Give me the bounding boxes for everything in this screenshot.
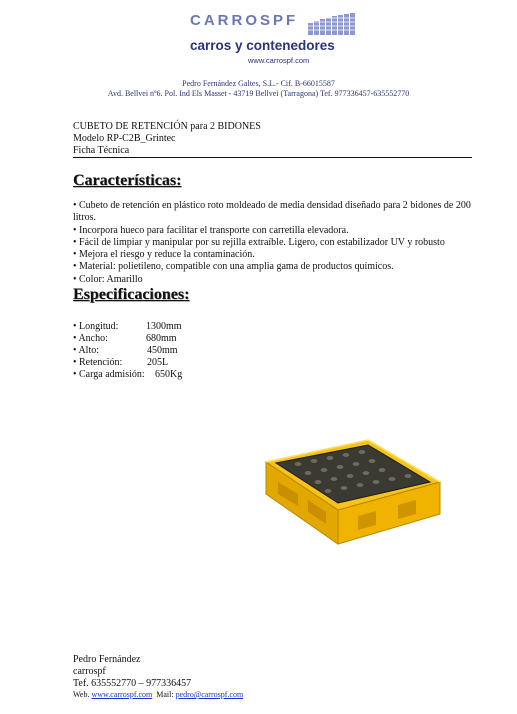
product-image	[258, 432, 448, 550]
feature-item: • Color: Amarillo	[73, 273, 143, 285]
specs-list	[73, 321, 273, 383]
feature-item: • Cubeto de retención en plástico roto moldeado de media densidad diseñado para 2 bidones de 200 litros.	[73, 200, 471, 224]
logo-brand-name: CARROSPF	[190, 12, 299, 29]
spec-label: • Longitud:	[73, 321, 119, 332]
spec-value: 205L	[147, 357, 169, 368]
footer-web-link[interactable]: www.carrospf.com	[91, 690, 153, 699]
spec-value: 680mm	[146, 333, 177, 344]
footer-phones: Tef. 635552770 – 977336457	[73, 678, 192, 689]
footer-mail-label: Mail:	[156, 690, 174, 699]
feature-item: • Mejora el riesgo y reduce la contaminación.	[73, 249, 255, 261]
spec-label: • Carga admisión:	[73, 369, 145, 380]
features-heading: Características:	[73, 172, 182, 189]
features-list	[73, 200, 473, 286]
header-divider	[73, 157, 472, 158]
spec-value: 1300mm	[146, 321, 182, 332]
feature-item: • Material: polietileno, compatible con una amplia gama de productos químicos.	[73, 261, 394, 273]
specs-heading: Especificaciones:	[73, 286, 190, 303]
footer-mail-link[interactable]: pedro@carrospf.com	[175, 690, 244, 699]
company-legal-line: Pedro Fernández Galtes, S.L.- Cif. B-66015587	[182, 79, 335, 88]
feature-item: • Incorpora hueco para facilitar el transporte con carretilla elevadora.	[73, 224, 349, 236]
company-address-line: Avd. Bellvei nº6. Pol. Ind Els Masset - 43719 Bellvei (Tarragona) Tef. 977336457-635552770	[107, 89, 410, 98]
footer-web-label: Web.	[73, 690, 90, 699]
company-logo	[190, 12, 360, 72]
footer-company: carrospf	[73, 666, 106, 677]
product-title: CUBETO DE RETENCIÓN para 2 BIDONES	[73, 121, 261, 132]
spec-value: 450mm	[147, 345, 178, 356]
spec-label: • Ancho:	[73, 333, 108, 344]
spec-label: • Alto:	[73, 345, 100, 356]
spec-value: 650Kg	[155, 369, 183, 380]
logo-grid-icon	[308, 13, 356, 35]
spec-label: • Retención:	[73, 357, 123, 368]
footer-contact-line	[73, 690, 243, 699]
footer-name: Pedro Fernández	[73, 654, 141, 665]
product-model: Modelo RP-C2B_Grintec	[73, 133, 176, 144]
logo-url: www.carrospf.com	[248, 56, 310, 65]
sheet-type: Ficha Técnica	[73, 145, 130, 156]
feature-item: • Fácil de limpiar y manipular por su rejilla extraíble. Ligero, con estabilizador UV y robusto	[73, 236, 445, 248]
logo-tagline: carros y contenedores	[190, 38, 335, 53]
